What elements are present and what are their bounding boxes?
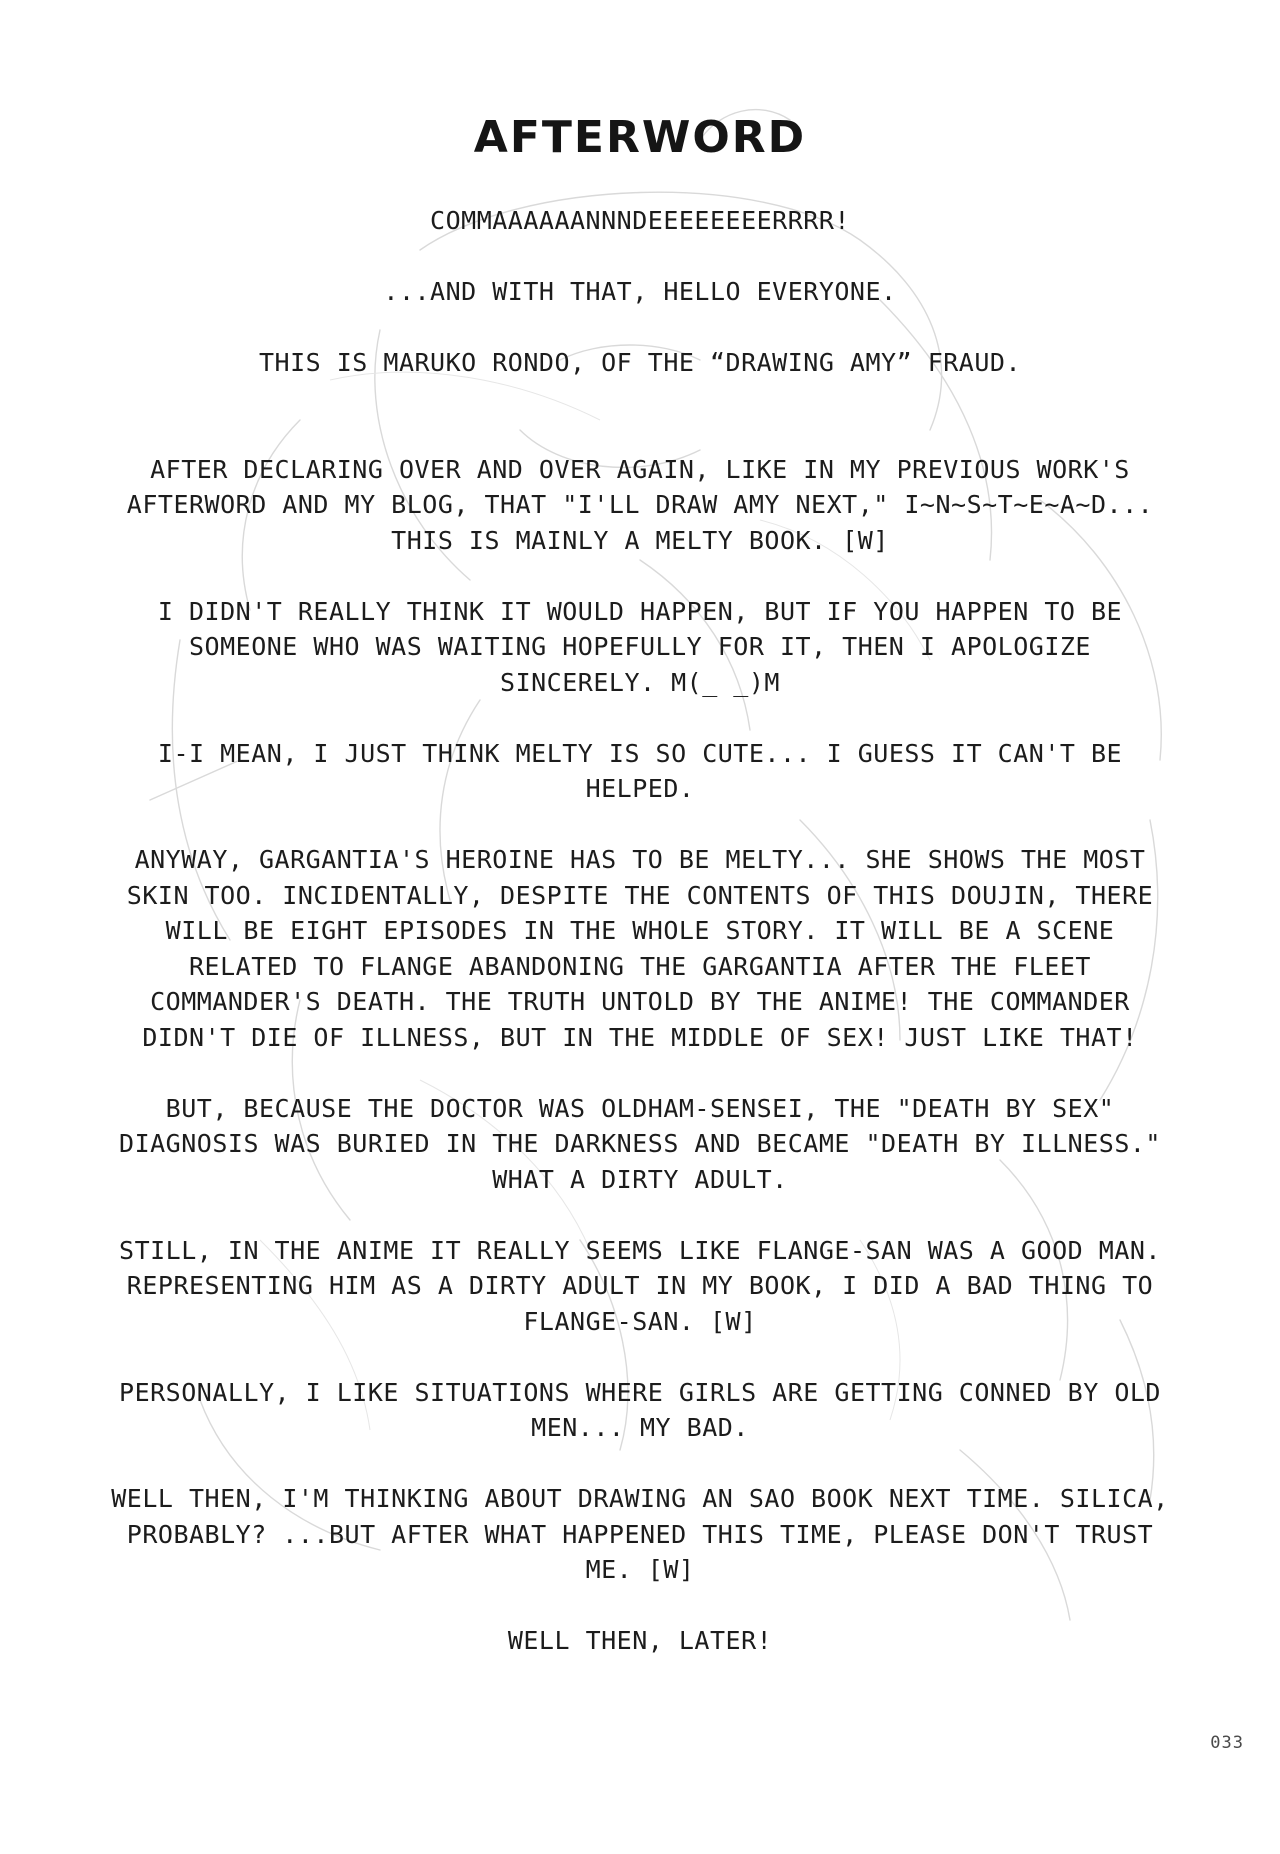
paragraph-3: THIS IS MARUKO RONDO, OF THE “DRAWING AMY” FRAUD. <box>258 348 1021 377</box>
paragraph-2: ...AND WITH THAT, HELLO EVERYONE. <box>383 277 897 306</box>
paragraph-10: PERSONALLY, I LIKE SITUATIONS WHERE GIRLS ARE GETTING CONNED BY OLD MEN... MY BAD. <box>119 1377 1161 1442</box>
paragraph-8: BUT, BECAUSE THE DOCTOR WAS OLDHAM-SENSEI, THE "DEATH BY SEX" DIAGNOSIS WAS BURIED IN THE DARKNESS AND BECAME "DEATH BY ILLNESS." WHAT A DIRTY ADULT. <box>119 1093 1161 1194</box>
paragraph-4: AFTER DECLARING OVER AND OVER AGAIN, LIKE IN MY PREVIOUS WORK'S AFTERWORD AND MY BLOG, THAT "I'LL DRAW AMY NEXT," I~N~S~T~E~A~D... THIS IS MAINLY A MELTY BOOK. [W] <box>126 454 1154 555</box>
paragraph-9: STILL, IN THE ANIME IT REALLY SEEMS LIKE FLANGE-SAN WAS A GOOD MAN. REPRESENTING HIM AS A DIRTY ADULT IN MY BOOK, I DID A BAD THING TO FLANGE-SAN. [W] <box>119 1235 1161 1336</box>
afterword-body <box>110 203 1170 1694</box>
paragraph-7: ANYWAY, GARGANTIA'S HEROINE HAS TO BE MELTY... SHE SHOWS THE MOST SKIN TOO. INCIDENTALLY, DESPITE THE CONTENTS OF THIS DOUJIN, THERE WILL BE EIGHT EPISODES IN THE WHOLE STORY. IT WILL BE A SCENE RELATED TO FLANGE ABANDONING THE GARGANTIA AFTER THE FLEET COMMANDER'S DEATH. THE TRUTH UNTOLD BY THE ANIME! THE COMMANDER DIDN'T DIE OF ILLNESS, BUT IN THE MIDDLE OF SEX! JUST LIKE THAT! <box>126 845 1154 1052</box>
paragraph-5: I DIDN'T REALLY THINK IT WOULD HAPPEN, BUT IF YOU HAPPEN TO BE SOMEONE WHO WAS WAITING HOPEFULLY FOR IT, THEN I APOLOGIZE SINCERELY. M(_ _)M <box>157 596 1123 697</box>
paragraph-12: WELL THEN, LATER! <box>507 1626 773 1655</box>
paragraph-6: I-I MEAN, I JUST THINK MELTY IS SO CUTE... I GUESS IT CAN'T BE HELPED. <box>157 738 1123 803</box>
page-title: AFTERWORD <box>473 112 807 163</box>
page-number: 033 <box>1210 1733 1244 1753</box>
paragraph-1: COMMAAAAAANNNDEEEEEEEERRRR! <box>430 206 850 235</box>
paragraph-11: WELL THEN, I'M THINKING ABOUT DRAWING AN SAO BOOK NEXT TIME. SILICA, PROBABLY? ...BUT AFTER WHAT HAPPENED THIS TIME, PLEASE DON'T TRUST ME. [W] <box>111 1484 1169 1584</box>
